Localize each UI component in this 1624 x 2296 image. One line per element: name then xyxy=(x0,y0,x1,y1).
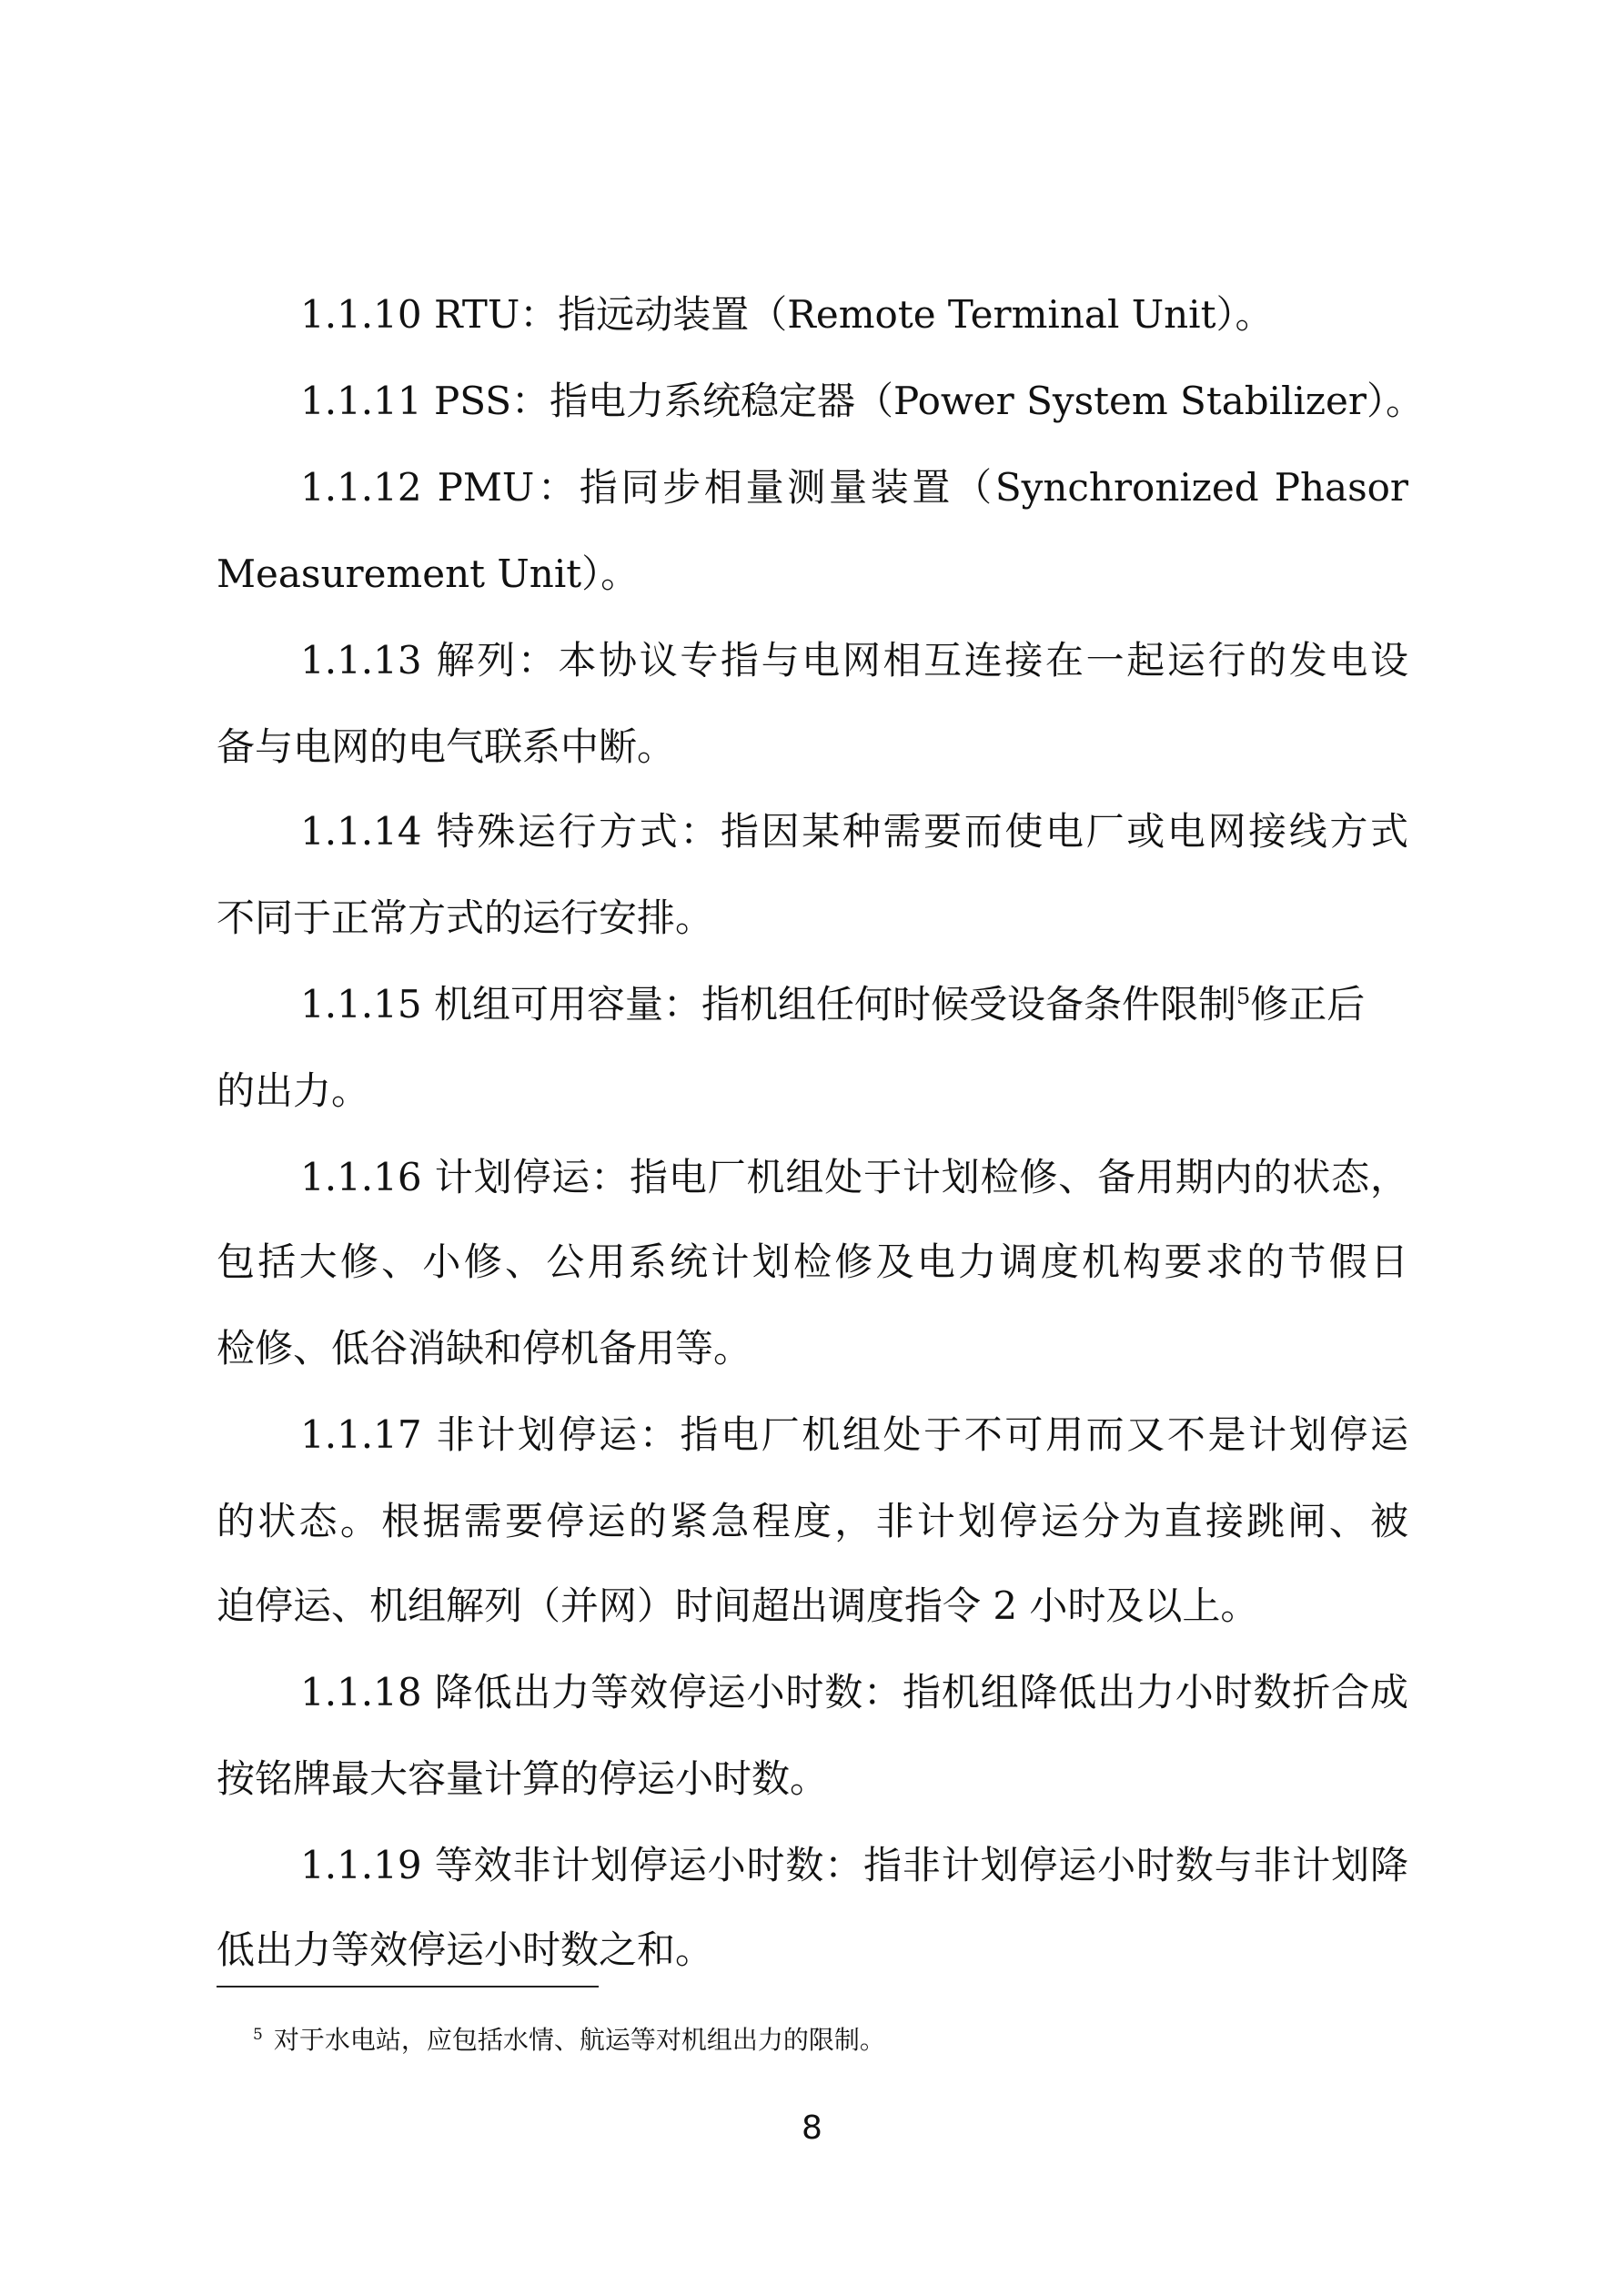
footnote-text: 对于水电站，应包括水情、航运等对机组出力的限制。 xyxy=(273,2025,885,2055)
footnote-marker: 5 xyxy=(253,2025,263,2044)
definition-1-1-14-continued: 不同于正常方式的运行安排。 xyxy=(217,895,714,940)
definition-1-1-12-continued: Measurement Unit）。 xyxy=(217,551,640,596)
definition-1-1-10: 1.1.10 RTU：指远动装置（Remote Terminal Unit）。 xyxy=(300,292,1274,337)
footnote xyxy=(253,2022,885,2058)
footnote-separator xyxy=(217,1986,599,1988)
definition-1-1-15 xyxy=(300,979,1408,1030)
definition-1-1-11: 1.1.11 PSS：指电力系统稳定器（Power System Stabilizer）。 xyxy=(300,379,1424,423)
footnote-reference[interactable]: 5 xyxy=(1236,984,1251,1009)
definition-1-1-15-tail: 修正后 xyxy=(1250,982,1366,1027)
definition-1-1-18-continued: 按铭牌最大容量计算的停运小时数。 xyxy=(217,1756,829,1801)
definition-1-1-16-continued-1: 包括大修、小修、公用系统计划检修及电力调度机构要求的节假日 xyxy=(217,1239,1408,1284)
definition-1-1-12: 1.1.12 PMU：指同步相量测量装置（Synchronized Phasor xyxy=(300,465,1408,510)
definition-1-1-13-continued: 备与电网的电气联系中断。 xyxy=(217,724,676,769)
definition-1-1-15-continued: 的出力。 xyxy=(217,1068,370,1113)
definition-1-1-17-continued-1: 的状态。根据需要停运的紧急程度，非计划停运分为直接跳闸、被 xyxy=(217,1499,1408,1543)
definition-1-1-19-continued: 低出力等效停运小时数之和。 xyxy=(217,1927,714,1972)
definition-1-1-13: 1.1.13 解列：本协议专指与电网相互连接在一起运行的发电设 xyxy=(300,638,1408,683)
definition-1-1-16-continued-2: 检修、低谷消缺和停机备用等。 xyxy=(217,1326,752,1371)
definition-1-1-16: 1.1.16 计划停运：指电厂机组处于计划检修、备用期内的状态， xyxy=(300,1155,1408,1199)
definition-1-1-18: 1.1.18 降低出力等效停运小时数：指机组降低出力小时数折合成 xyxy=(300,1670,1408,1714)
definition-1-1-15-text: 1.1.15 机组可用容量：指机组任何时候受设备条件限制 xyxy=(300,982,1236,1027)
definition-1-1-14: 1.1.14 特殊运行方式：指因某种需要而使电厂或电网接线方式 xyxy=(300,809,1408,854)
definition-1-1-17: 1.1.17 非计划停运：指电厂机组处于不可用而又不是计划停运 xyxy=(300,1412,1408,1457)
page-number: 8 xyxy=(802,2109,822,2147)
definition-1-1-19: 1.1.19 等效非计划停运小时数：指非计划停运小时数与非计划降 xyxy=(300,1843,1408,1887)
definition-1-1-17-continued-2: 迫停运、机组解列（并网）时间超出调度指令 2 小时及以上。 xyxy=(217,1583,1259,1628)
